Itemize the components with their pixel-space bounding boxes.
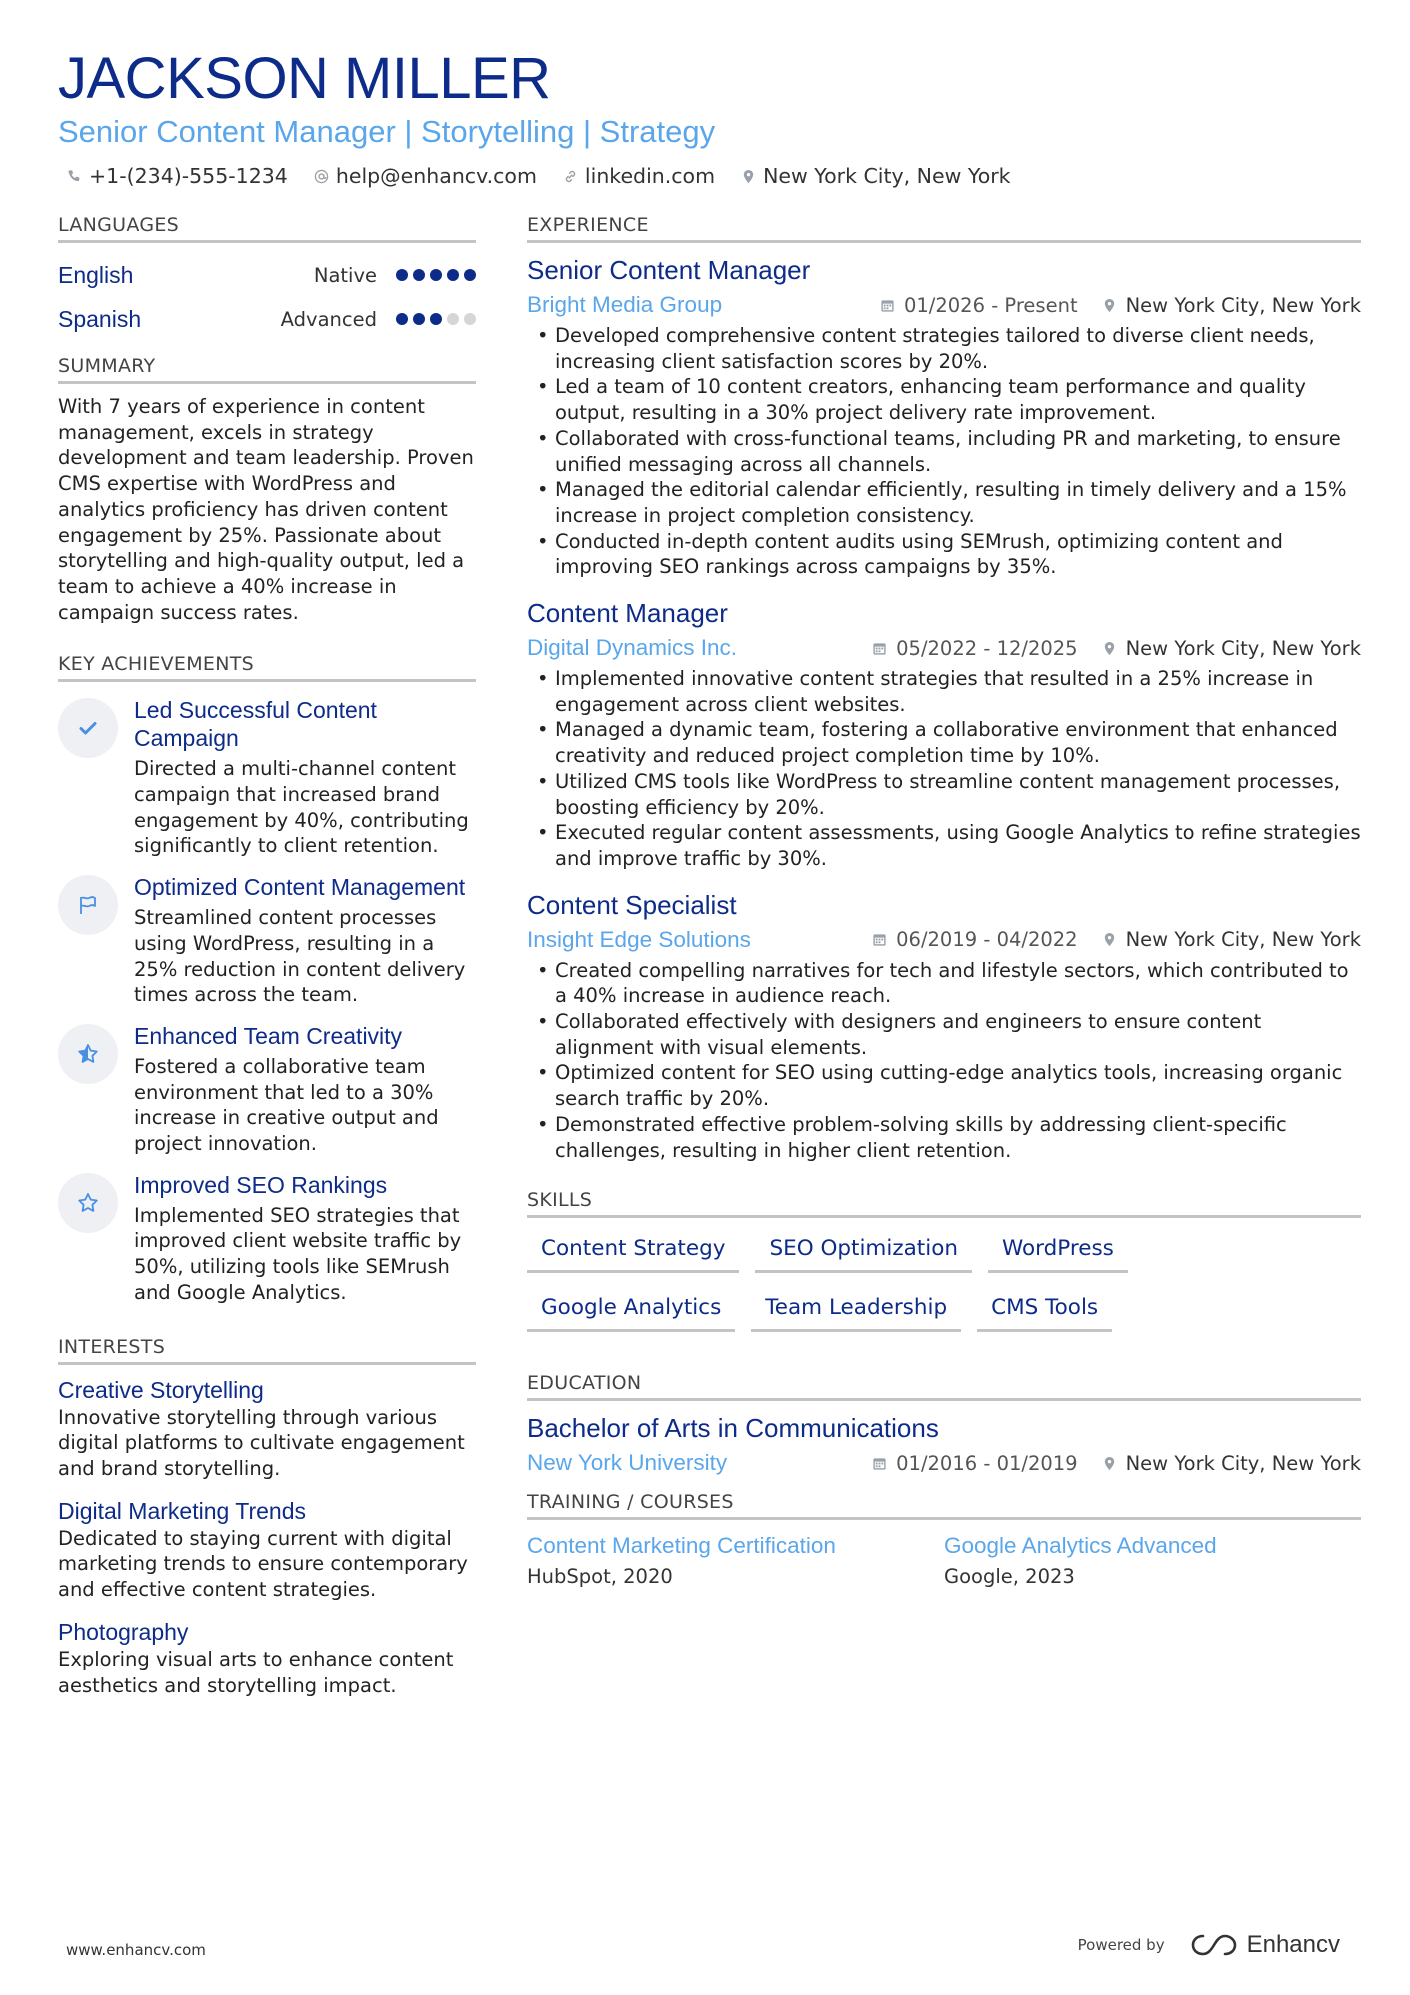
- job-bullets: [527, 323, 1361, 580]
- dates-text: 05/2022 - 12/2025: [896, 636, 1078, 660]
- achievement-title: Improved SEO Rankings: [134, 1171, 388, 1198]
- bullet-item: • Managed the editorial calendar efficiently, resulting in timely delivery and a 15% increase in project completion consistency.: [527, 477, 1361, 528]
- course-title: Google Analytics Advanced: [944, 1533, 1217, 1559]
- dot-filled: [430, 269, 442, 281]
- job-title: Senior Content Manager: [527, 255, 811, 285]
- dot-filled: [413, 313, 425, 325]
- achievement-text: Implemented SEO strategies that improved client website traffic by 50%, utilizing tools like SEMrush and Google Analytics.: [134, 1203, 462, 1304]
- education-entry: [527, 1411, 1361, 1481]
- contact-location: [741, 164, 1010, 188]
- interest-item: [58, 1496, 476, 1603]
- email-text: help@enhancv.com: [335, 164, 537, 188]
- dot-empty: [447, 313, 459, 325]
- location-text: New York City, New York: [1125, 1451, 1361, 1475]
- language-item: [58, 297, 476, 341]
- achievement-badge: [58, 1024, 118, 1084]
- bullet-item: • Developed comprehensive content strategies tailored to diverse client needs, increasing client satisfaction scores by 20%.: [527, 323, 1361, 374]
- contact-phone[interactable]: [67, 164, 288, 188]
- calendar-icon: [872, 1456, 887, 1471]
- summary-text: With 7 years of experience in content management, excels in strategy development and team leadership. Proven CMS expertise with WordPress and analytics proficiency has driven content engagement by 25%. Passionate about storytelling and high-quality output, led a team to achieve a 40% increase in campaign success rates.: [58, 395, 474, 624]
- achievement-text: Streamlined content processes using WordPress, resulting in a 25% reduction in content delivery times across the team.: [134, 906, 466, 1007]
- achievement-title: Enhanced Team Creativity: [134, 1022, 403, 1049]
- interests-heading: INTERESTS: [58, 1336, 476, 1365]
- achievement-item: [58, 873, 476, 1008]
- dot-filled: [396, 269, 408, 281]
- bullet-item: • Collaborated with cross-functional teams, including PR and marketing, to ensure unified messaging across all channels.: [527, 426, 1361, 477]
- map-pin-icon: [1102, 298, 1117, 313]
- location-text: New York City, New York: [1125, 636, 1361, 660]
- achievement-badge: [58, 1173, 118, 1233]
- language-level: Native: [313, 263, 377, 287]
- achievement-text: Fostered a collaborative team environment that led to a 30% increase in creative output and project innovation.: [134, 1054, 439, 1156]
- courses-list: [527, 1530, 1361, 1592]
- summary-heading: SUMMARY: [58, 355, 476, 384]
- powered-by-text: Powered by: [1077, 1936, 1165, 1954]
- experience-heading: EXPERIENCE: [527, 214, 1361, 243]
- course-item: [944, 1530, 1361, 1592]
- language-item: [58, 253, 476, 297]
- interest-item: [58, 1617, 476, 1698]
- skills-heading: SKILLS: [527, 1189, 1361, 1218]
- skill-tag: WordPress: [988, 1228, 1128, 1273]
- education-heading: EDUCATION: [527, 1372, 1361, 1401]
- contact-bar: [58, 164, 1358, 188]
- skill-tag: SEO Optimization: [755, 1228, 972, 1273]
- language-name: Spanish: [58, 305, 142, 332]
- skill-tag: Content Strategy: [527, 1228, 739, 1273]
- course-item: [527, 1530, 944, 1592]
- right-column: [527, 214, 1361, 1592]
- education-meta: [527, 1445, 1361, 1481]
- bullet-item: • Led a team of 10 content creators, enhancing team performance and quality output, resulting in a 30% project delivery rate improvement.: [527, 374, 1361, 425]
- bullet-item: • Implemented innovative content strategies that resulted in a 25% increase in engagement across client websites.: [527, 666, 1361, 717]
- linkedin-text: linkedin.com: [584, 164, 716, 188]
- education-location: [1102, 1452, 1361, 1475]
- left-column: [58, 214, 476, 1698]
- experience-entry: [527, 253, 1361, 580]
- calendar-icon: [872, 641, 887, 656]
- proficiency-dots: [391, 269, 476, 281]
- languages-heading: LANGUAGES: [58, 214, 476, 243]
- achievement-text: Directed a multi-channel content campaign that increased brand engagement by 40%, contributing significantly to client retention.: [134, 757, 469, 858]
- candidate-headline: Senior Content Manager | Storytelling | Strategy: [58, 114, 716, 149]
- achievement-badge: [58, 698, 118, 758]
- achievement-item: [58, 696, 476, 859]
- star-half-icon: [76, 1042, 100, 1066]
- proficiency-dots: [391, 313, 476, 325]
- job-dates: [872, 637, 1077, 660]
- achievements-heading: KEY ACHIEVEMENTS: [58, 653, 476, 682]
- bullet-item: • Optimized content for SEO using cutting-edge analytics tools, increasing organic search traffic by 20%.: [527, 1060, 1361, 1111]
- job-dates: [872, 928, 1077, 951]
- job-bullets: [527, 666, 1361, 872]
- language-level: Advanced: [280, 307, 377, 331]
- interest-title: Photography: [58, 1618, 189, 1645]
- star-icon: [76, 1191, 100, 1215]
- dot-filled: [430, 313, 442, 325]
- dot-filled: [396, 313, 408, 325]
- company-name: Digital Dynamics Inc.: [527, 635, 738, 661]
- dot-filled: [413, 269, 425, 281]
- interest-title: Creative Storytelling: [58, 1376, 264, 1403]
- skill-tag: CMS Tools: [977, 1287, 1112, 1332]
- location-text: New York City, New York: [1125, 293, 1361, 317]
- map-pin-icon: [1102, 932, 1117, 947]
- language-name: English: [58, 261, 134, 288]
- bullet-item: • Managed a dynamic team, fostering a collaborative environment that enhanced creativity and reduced project completion time by 10%.: [527, 717, 1361, 768]
- job-meta: [527, 287, 1361, 323]
- skill-tag: Team Leadership: [751, 1287, 961, 1332]
- job-dates: [880, 294, 1078, 317]
- location-text: New York City, New York: [1125, 928, 1361, 952]
- footer-branding: [1078, 1931, 1340, 1959]
- school-name: New York University: [527, 1450, 728, 1476]
- bullet-item: • Created compelling narratives for tech and lifestyle sectors, which contributed to a 40% increase in audience reach.: [527, 958, 1361, 1009]
- experience-entry: [527, 888, 1361, 1164]
- course-title: Content Marketing Certification: [527, 1533, 836, 1559]
- flag-icon: [76, 893, 100, 917]
- languages-list: [58, 253, 476, 341]
- map-pin-icon: [1102, 641, 1117, 656]
- company-name: Insight Edge Solutions: [527, 926, 751, 952]
- bullet-item: • Utilized CMS tools like WordPress to streamline content management processes, boosting efficiency by 20%.: [527, 769, 1361, 820]
- achievements-list: [58, 696, 476, 1305]
- interest-text: Dedicated to staying current with digital marketing trends to ensure contemporary and effective content strategies.: [58, 1526, 468, 1602]
- enhancv-logo-icon: [1191, 1932, 1237, 1958]
- interest-item: [58, 1375, 476, 1482]
- bullet-item: • Demonstrated effective problem-solving skills by addressing client-specific challenges, resulting in higher client retention.: [527, 1112, 1361, 1163]
- achievement-item: [58, 1022, 476, 1157]
- bullet-item: • Collaborated effectively with designers and engineers to ensure content alignment with visual elements.: [527, 1009, 1361, 1060]
- education-dates: [872, 1452, 1077, 1475]
- candidate-name: JACKSON MILLER: [58, 46, 551, 111]
- achievement-badge: [58, 875, 118, 935]
- dates-text: 06/2019 - 04/2022: [896, 928, 1078, 952]
- achievement-title: Led Successful Content Campaign: [134, 697, 377, 752]
- experience-entry: [527, 596, 1361, 872]
- map-pin-icon: [1102, 1456, 1117, 1471]
- achievement-item: [58, 1171, 476, 1306]
- degree-title: Bachelor of Arts in Communications: [527, 1413, 939, 1444]
- skill-tag: Google Analytics: [527, 1287, 735, 1332]
- company-name: Bright Media Group: [527, 292, 723, 317]
- job-meta: [527, 922, 1361, 958]
- map-pin-icon: [741, 169, 756, 184]
- dot-empty: [464, 313, 476, 325]
- link-icon: [563, 169, 578, 184]
- enhancv-logo[interactable]: [1191, 1931, 1340, 1959]
- course-provider: HubSpot, 2020: [527, 1565, 673, 1589]
- check-icon: [76, 716, 100, 740]
- job-meta: [527, 630, 1361, 666]
- job-location: [1102, 637, 1361, 660]
- at-icon: [314, 169, 329, 184]
- bullet-item: • Conducted in-depth content audits using SEMrush, optimizing content and improving SEO rankings across campaigns by 35%.: [527, 529, 1361, 580]
- calendar-icon: [872, 932, 887, 947]
- dates-text: 01/2016 - 01/2019: [896, 1451, 1078, 1475]
- job-title: Content Manager: [527, 598, 728, 629]
- training-heading: TRAINING / COURSES: [527, 1491, 1361, 1520]
- interest-text: Innovative storytelling through various digital platforms to cultivate engagement and brand storytelling.: [58, 1405, 465, 1480]
- location-text: New York City, New York: [763, 164, 1011, 188]
- brand-name: Enhancv: [1246, 1931, 1340, 1958]
- interest-title: Digital Marketing Trends: [58, 1497, 306, 1524]
- interests-list: [58, 1375, 476, 1699]
- dates-text: 01/2026 - Present: [903, 293, 1078, 317]
- contact-email[interactable]: [314, 164, 537, 188]
- footer-url[interactable]: www.enhancv.com: [66, 1941, 206, 1959]
- phone-text: +1-(234)-555-1234: [89, 164, 288, 188]
- phone-icon: [67, 169, 82, 184]
- calendar-icon: [880, 298, 895, 313]
- job-bullets: [527, 958, 1361, 1164]
- skills-list: [527, 1228, 1361, 1346]
- interest-text: Exploring visual arts to enhance content aesthetics and storytelling impact.: [58, 1647, 454, 1697]
- job-location: [1102, 294, 1361, 317]
- contact-linkedin[interactable]: [563, 164, 715, 188]
- resume-header: [58, 44, 1358, 188]
- course-provider: Google, 2023: [944, 1565, 1075, 1589]
- bullet-item: • Executed regular content assessments, using Google Analytics to refine strategies and improve traffic by 30%.: [527, 820, 1361, 871]
- dot-filled: [464, 269, 476, 281]
- achievement-title: Optimized Content Management: [134, 874, 466, 901]
- dot-filled: [447, 269, 459, 281]
- job-title: Content Specialist: [527, 889, 737, 920]
- job-location: [1102, 928, 1361, 951]
